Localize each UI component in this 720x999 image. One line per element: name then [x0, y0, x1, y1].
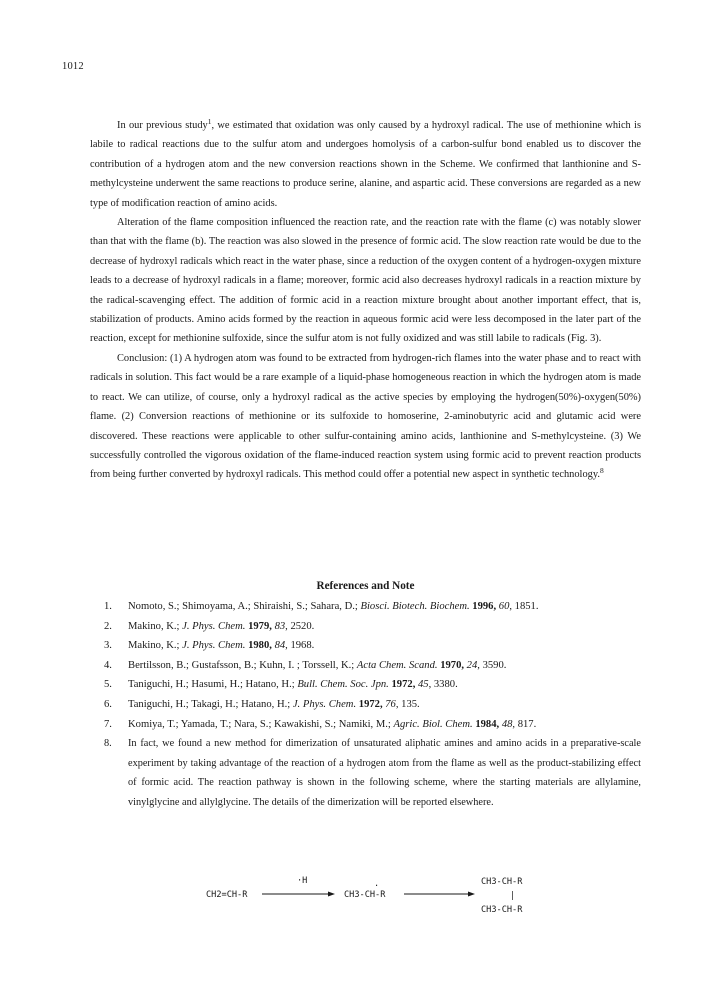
reference-volume: 45 — [417, 679, 429, 691]
reference-number: 1. — [104, 601, 112, 612]
reference-year: 1996 — [472, 601, 494, 612]
reference-journal: J. Phys. Chem. — [182, 620, 246, 632]
reference-journal: J. Phys. Chem. — [182, 640, 246, 652]
reference-pages: 817. — [517, 718, 537, 730]
reference-authors: Bertilsson, B.; Gustafsson, B.; Kuhn, I. ; Torssell, K.; — [128, 659, 357, 671]
reference-pages: 3380. — [433, 679, 458, 691]
reference-journal: Bull. Chem. Soc. Jpn. — [297, 679, 389, 691]
reference-number: 7. — [104, 718, 112, 730]
reference-item: 6. Taniguchi, H.; Takagi, H.; Hatano, H.; J. Phys. Chem. 1972, 76, 135. — [104, 695, 641, 715]
reference-number: 5. — [104, 679, 112, 691]
reference-number: 2. — [104, 620, 112, 632]
reference-number: 4. — [104, 659, 112, 671]
reference-volume: 60 — [498, 601, 510, 612]
reference-volume: 83 — [274, 620, 286, 632]
reference-authors: Taniguchi, H.; Hasumi, H.; Hatano, H.; — [128, 679, 298, 691]
reference-pages: 3590. — [482, 659, 507, 671]
body-text — [90, 116, 641, 485]
reference-authors: Makino, K.; — [128, 640, 183, 652]
reference-item: 3. Makino, K.; J. Phys. Chem. 1980, 84, 1968. — [104, 636, 641, 656]
reference-year: 1979 — [248, 620, 270, 632]
paragraph-previous-study-text-b: , we estimated that oxidation was only caused by a hydroxyl radical. The use of methionine which is labile to radical reactions due to the sulfur atom and undergoes homolysis of a carbon-sulfur bond enabled us to discover the contribution of a hydrogen atom and the new conversion reactions shown in the Scheme. We confirmed that lanthionine and S-methylcysteine underwent the same reactions to produce serine, alanine, and aspartic acid. These conversions are regarded as a new type of modification reaction of amino acids. — [90, 120, 641, 209]
citation-superscript: 1 — [207, 117, 212, 126]
reference-number: 6. — [104, 698, 112, 710]
reference-journal: J. Phys. Chem. — [292, 698, 357, 710]
reference-note-text: In fact, we found a new method for dimerization of unsaturated aliphatic amines and amino acids in a preparative-scale experiment by taking advantage of the reaction of a hydrogen atom from the flame as well as the product-stabilizing effect of formic acid. The reaction pathway is shown in the following scheme, where the starting materials are allylamine, vinylglycine and allylglycine. The details of the dimerization will be reported elsewhere. — [128, 738, 641, 808]
reference-journal: Biosci. Biotech. Biochem. — [360, 601, 470, 612]
scheme-intermediate: CH3-CH-R — [344, 890, 386, 900]
page-number: 1012 — [62, 61, 84, 72]
scheme-reactant: CH2=CH-R — [206, 890, 248, 900]
reference-item: 7. Komiya, T.; Yamada, T.; Nara, S.; Kawakishi, S.; Namiki, M.; Agric. Biol. Chem. 1984, 48, 817. — [104, 715, 641, 735]
reference-authors: Taniguchi, H.; Takagi, H.; Hatano, H.; — [128, 698, 293, 710]
reference-authors: Nomoto, S.; Shimoyama, A.; Shiraishi, S.; Sahara, D.; — [128, 601, 361, 612]
reference-year: 1970 — [440, 659, 462, 671]
reference-number: 3. — [104, 640, 112, 652]
reference-pages: 1968. — [290, 640, 315, 652]
paragraph-flame-composition: Alteration of the flame composition influenced the reaction rate, and the reaction rate with the flame (c) was notably slower than that with the flame (b). The reaction was also slowed in the presence of formic acid. The slow reaction rate would be due to the decrease of hydroxyl radicals which react in the water phase, since a reduction of the oxygen content of a hydrogen-oxygen mixture leads to a decrease of hydroxyl radicals in a flame; moreover, formic acid also decreases hydroxyl radicals in a reaction mixture by the radical-scavenging effect. The addition of formic acid in a reaction mixture brought about another important effect, that is, stabilization of products. Amino acids formed by the reaction in aqueous formic acid were less decomposed in the later part of the reaction, except for methionine sulfoxide, since the sulfur atom is not fully oxidized and was still labile to radicals (Fig. 3). — [90, 217, 641, 345]
reference-volume: 24 — [466, 659, 478, 671]
reference-year: 1980 — [248, 640, 270, 652]
reference-item: 4. Bertilsson, B.; Gustafsson, B.; Kuhn, I. ; Torssell, K.; Acta Chem. Scand. 1970, 24, 3590. — [104, 656, 641, 676]
paragraph-conclusion-text: Conclusion: (1) A hydrogen atom was found to be extracted from hydrogen-rich flames into the water phase and to react with radicals in solution. This fact would be a rare example of a liquid-phase homogeneous reaction in which the hydrogen atom is made to react. We can utilize, of course, only a hydroxyl radical as the active species by employing the hydrogen(50%)-oxygen(50%) flame. (2) Conversion reactions of methionine or its sulfoxide to homoserine, 2-aminobutyric acid and glutamic acid were discovered. These reactions were applicable to other sulfur-containing amino acids, lanthionine and S-methylcysteine. (3) We successfully controlled the vigorous oxidation of the flame-induced reaction system using formic acid to prevent reaction products from being further converted by hydroxyl radicals. This method could offer a potential new aspect in synthetic technology. — [90, 352, 641, 481]
reference-journal: Agric. Biol. Chem. — [393, 718, 473, 730]
reference-pages: 1851. — [514, 601, 539, 612]
reference-year: 1984 — [475, 718, 497, 730]
scheme-arrow-1-head — [328, 892, 335, 897]
reference-year: 1972 — [391, 679, 413, 691]
reference-year: 1972 — [358, 698, 380, 710]
reference-note — [104, 734, 641, 812]
paragraph-previous-study-text-a: In our previous study — [117, 120, 208, 131]
reference-journal: Acta Chem. Scand. — [356, 659, 438, 671]
scheme-product-bottom: CH3-CH-R — [481, 905, 523, 915]
reference-authors: Makino, K.; — [128, 620, 183, 632]
references-heading: References and Note — [316, 580, 415, 592]
reference-authors: Komiya, T.; Yamada, T.; Nara, S.; Kawakishi, S.; Namiki, M.; — [128, 718, 394, 730]
scheme-arrow-2-head — [468, 892, 475, 897]
citation-superscript: 8 — [599, 466, 604, 476]
reference-item: 5. Taniguchi, H.; Hasumi, H.; Hatano, H.; Bull. Chem. Soc. Jpn. 1972, 45, 3380. — [104, 675, 641, 695]
reference-number: 8. — [104, 738, 112, 750]
reference-volume: 76 — [385, 698, 396, 710]
references-list — [104, 597, 641, 813]
reference-pages: 2520. — [290, 620, 315, 632]
scheme-product-top: CH3-CH-R — [481, 877, 523, 887]
reference-volume: 84 — [274, 640, 286, 652]
reference-pages: 135. — [401, 698, 420, 710]
scheme-radical-dot: . — [374, 879, 380, 889]
scheme-reagent: ·H — [297, 876, 308, 886]
paragraph-conclusion — [90, 349, 641, 485]
scheme-product-bond: | — [510, 891, 516, 901]
reference-item: 2. Makino, K.; J. Phys. Chem. 1979, 83, 2520. — [104, 617, 641, 637]
paragraph-previous-study — [90, 116, 641, 213]
reference-volume: 48 — [501, 718, 513, 730]
reference-item: 1. Nomoto, S.; Shimoyama, A.; Shiraishi, S.; Sahara, D.; Biosci. Biotech. Biochem. 1996, 60, 1851. — [104, 597, 641, 617]
